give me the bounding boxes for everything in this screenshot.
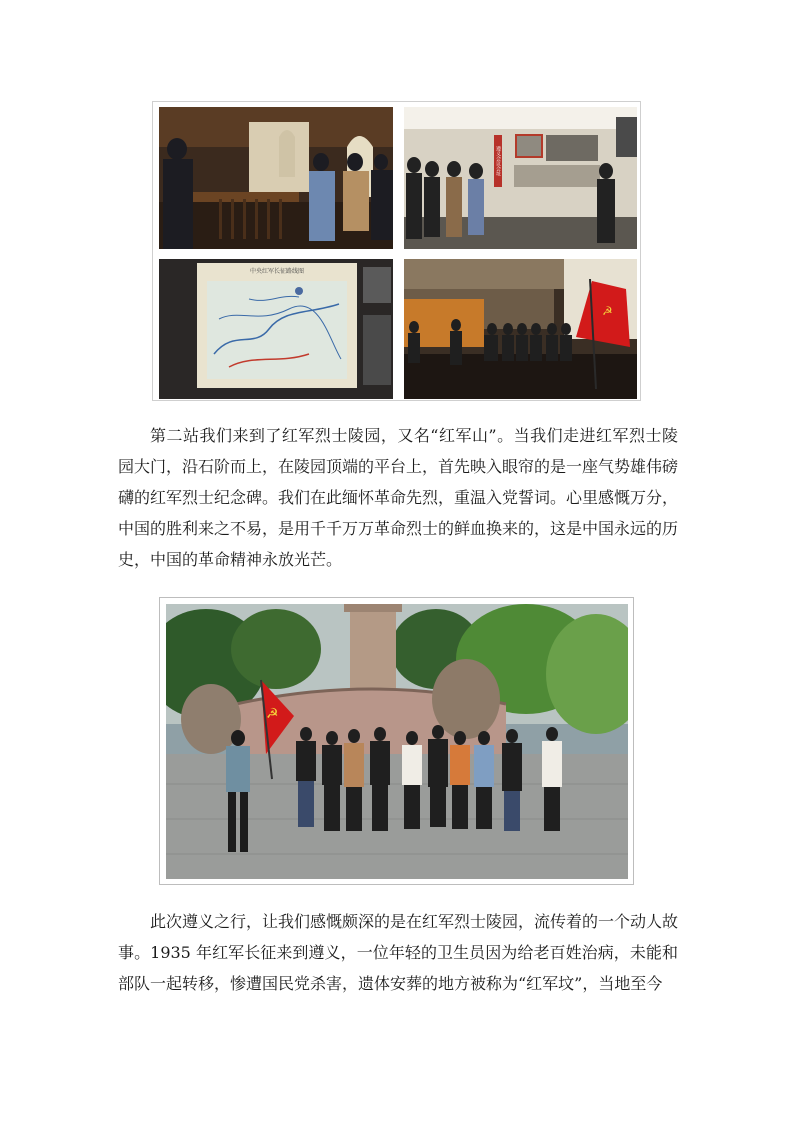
svg-text:☭: ☭ bbox=[266, 706, 279, 722]
museum-interior-photo bbox=[159, 107, 393, 249]
svg-text:☭: ☭ bbox=[602, 304, 613, 318]
photo-grid bbox=[152, 101, 641, 401]
route-map-title: 中央红军长征路线图 bbox=[249, 268, 305, 275]
red-army-route-map-photo bbox=[159, 259, 393, 399]
group-with-red-flag-photo bbox=[404, 259, 637, 399]
exhibit-sign-text: 遵义会议会址 bbox=[495, 146, 501, 176]
exhibit-hall-photo bbox=[404, 107, 637, 249]
memorial-group-photo bbox=[159, 597, 634, 885]
paragraph-memorial-visit: 第二站我们来到了红军烈士陵园，又名“红军山”。当我们走进红军烈士陵园大门，沿石阶而上，在陵园顶端的平台上，首先映入眼帘的是一座气势雄伟磅礴的红军烈士纪念碑。我们在此缅怀革命先烈，重温入党誓词。心里感慨万分，中国的胜利来之不易，是用千千万万革命烈士的鲜血换来的，这是中国永远的历史，中国的革命精神永放光芒。 bbox=[118, 426, 679, 569]
paragraph-story: 此次遵义之行，让我们感慨颇深的是在红军烈士陵园，流传着的一个动人故事。1935 年红军长征来到遵义，一位年轻的卫生员因为给老百姓治病，未能和部队一起转移，惨遭国民党杀害，遗体安葬的地方被称为“红军坟”，当地至今 bbox=[118, 912, 679, 993]
